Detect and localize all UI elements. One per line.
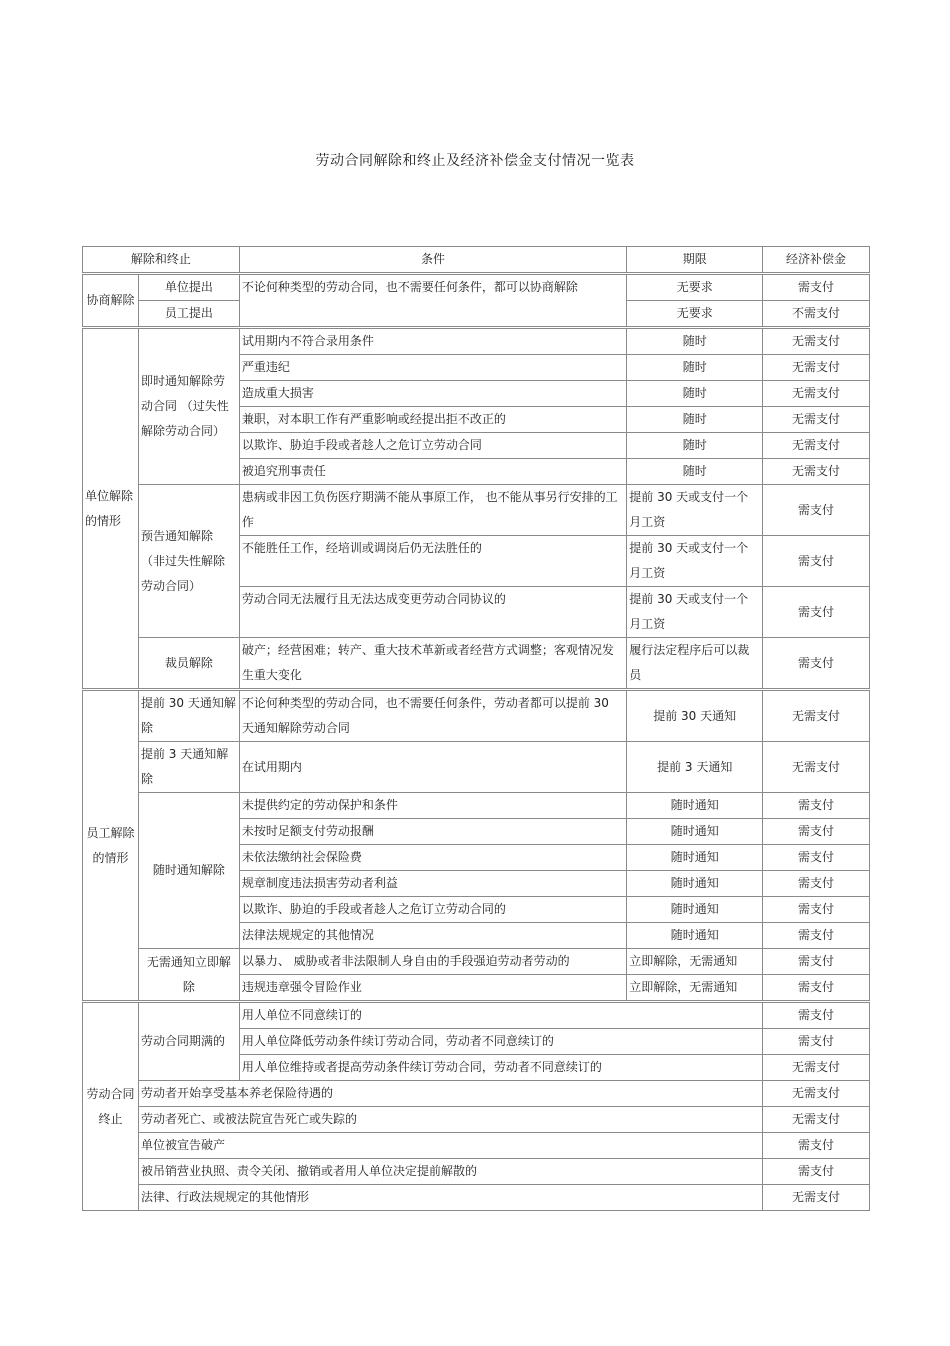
condition-cell: 规章制度违法损害劳动者利益 — [239, 871, 626, 897]
condition-cell: 劳动者死亡、或被法院宣告死亡或失踪的 — [138, 1107, 762, 1133]
condition-cell: 不论何种类型的劳动合同，也不需要任何条件，都可以协商解除 — [239, 274, 626, 328]
condition-cell: 试用期内不符合录用条件 — [239, 328, 626, 355]
condition-cell: 不论何种类型的劳动合同，也不需要任何条件，劳动者都可以提前 30 天通知解除劳动合同 — [239, 690, 626, 742]
header-period: 期限 — [627, 247, 763, 274]
pay-cell: 无需支付 — [763, 742, 870, 793]
page-title: 劳动合同解除和终止及经济补偿金支付情况一览表 — [315, 153, 635, 169]
condition-cell: 严重违纪 — [239, 355, 626, 381]
table-row — [83, 949, 870, 975]
group-cell-termination: 劳动合同终止 — [83, 1002, 139, 1211]
condition-cell: 未按时足额支付劳动报酬 — [239, 819, 626, 845]
pay-cell: 无需支付 — [763, 407, 870, 433]
period-cell: 随时 — [627, 433, 763, 459]
condition-cell: 以欺诈、胁迫的手段或者趁人之危订立劳动合同的 — [239, 897, 626, 923]
period-cell: 随时通知 — [627, 923, 763, 949]
pay-cell: 无需支付 — [763, 459, 870, 485]
condition-cell: 劳动者开始享受基本养老保险待遇的 — [138, 1081, 762, 1107]
subtype-cell: 随时通知解除 — [138, 793, 239, 949]
period-cell: 随时 — [627, 328, 763, 355]
pay-cell: 需支付 — [763, 949, 870, 975]
period-cell: 无要求 — [627, 301, 763, 328]
pay-cell: 无需支付 — [763, 1185, 870, 1211]
subtype-cell: 即时通知解除劳动合同 （过失性解除劳动合同） — [138, 328, 239, 485]
condition-cell: 违规违章强令冒险作业 — [239, 975, 626, 1002]
table-row — [83, 1133, 870, 1159]
condition-cell: 法律、行政法规规定的其他情形 — [138, 1185, 762, 1211]
condition-cell: 被吊销营业执照、责令关闭、撤销或者用人单位决定提前解散的 — [138, 1159, 762, 1185]
period-cell: 立即解除，无需通知 — [627, 949, 763, 975]
condition-cell: 用人单位降低劳动条件续订劳动合同，劳动者不同意续订的 — [239, 1029, 762, 1055]
condition-cell: 未依法缴纳社会保险费 — [239, 845, 626, 871]
period-cell: 随时通知 — [627, 845, 763, 871]
condition-cell: 被追究刑事责任 — [239, 459, 626, 485]
pay-cell: 需支付 — [763, 536, 870, 587]
period-cell: 无要求 — [627, 274, 763, 301]
condition-cell: 患病或非因工负伤医疗期满不能从事原工作， 也不能从事另行安排的工作 — [239, 485, 626, 536]
table-row — [83, 1159, 870, 1185]
header-condition: 条件 — [239, 247, 626, 274]
pay-cell: 需支付 — [763, 485, 870, 536]
condition-cell: 未提供约定的劳动保护和条件 — [239, 793, 626, 819]
table-row — [83, 1002, 870, 1029]
pay-cell: 不需支付 — [763, 301, 870, 328]
condition-cell: 以欺诈、胁迫手段或者趁人之危订立劳动合同 — [239, 433, 626, 459]
period-cell: 随时通知 — [627, 871, 763, 897]
table-row — [83, 742, 870, 793]
pay-cell: 无需支付 — [763, 1081, 870, 1107]
subtype-cell: 提前 3 天通知解除 — [138, 742, 239, 793]
pay-cell: 无需支付 — [763, 381, 870, 407]
period-cell: 随时通知 — [627, 819, 763, 845]
header-compensation: 经济补偿金 — [763, 247, 870, 274]
period-cell: 随时 — [627, 459, 763, 485]
pay-cell: 需支付 — [763, 871, 870, 897]
table-row — [83, 1081, 870, 1107]
condition-cell: 以暴力、 威胁或者非法限制人身自由的手段强迫劳动者劳动的 — [239, 949, 626, 975]
pay-cell: 需支付 — [763, 1133, 870, 1159]
period-cell: 随时 — [627, 355, 763, 381]
table-row — [83, 793, 870, 819]
subtype-cell: 无需通知立即解除 — [138, 949, 239, 1002]
subtype-cell: 劳动合同期满的 — [138, 1002, 239, 1081]
table-row — [83, 638, 870, 690]
table-row — [83, 1107, 870, 1133]
subtype-cell: 单位提出 — [138, 274, 239, 301]
period-cell: 履行法定程序后可以裁员 — [627, 638, 763, 690]
table-row — [83, 274, 870, 301]
pay-cell: 无需支付 — [763, 328, 870, 355]
period-cell: 随时通知 — [627, 793, 763, 819]
table-row — [83, 690, 870, 742]
header-type: 解除和终止 — [83, 247, 240, 274]
pay-cell: 需支付 — [763, 1159, 870, 1185]
condition-cell: 在试用期内 — [239, 742, 626, 793]
pay-cell: 需支付 — [763, 897, 870, 923]
period-cell: 提前 30 天或支付一个月工资 — [627, 587, 763, 638]
period-cell: 提前 30 天通知 — [627, 690, 763, 742]
pay-cell: 需支付 — [763, 587, 870, 638]
subtype-cell: 提前 30 天通知解除 — [138, 690, 239, 742]
group-cell-employee: 员工解除的情形 — [83, 690, 139, 1002]
dismissal-table — [82, 246, 870, 1211]
pay-cell: 需支付 — [763, 923, 870, 949]
period-cell: 随时通知 — [627, 897, 763, 923]
pay-cell: 需支付 — [763, 274, 870, 301]
pay-cell: 需支付 — [763, 1002, 870, 1029]
pay-cell: 无需支付 — [763, 355, 870, 381]
subtype-cell: 员工提出 — [138, 301, 239, 328]
pay-cell: 无需支付 — [763, 1107, 870, 1133]
pay-cell: 需支付 — [763, 638, 870, 690]
table-row — [83, 328, 870, 355]
condition-cell: 造成重大损害 — [239, 381, 626, 407]
condition-cell: 法律法规规定的其他情况 — [239, 923, 626, 949]
condition-cell: 破产；经营困难；转产、重大技术革新或者经营方式调整；客观情况发生重大变化 — [239, 638, 626, 690]
period-cell: 提前 30 天或支付一个月工资 — [627, 536, 763, 587]
period-cell: 随时 — [627, 407, 763, 433]
pay-cell: 无需支付 — [763, 433, 870, 459]
condition-cell: 不能胜任工作，经培训或调岗后仍无法胜任的 — [239, 536, 626, 587]
period-cell: 提前 30 天或支付一个月工资 — [627, 485, 763, 536]
subtype-cell: 裁员解除 — [138, 638, 239, 690]
table-row — [83, 1185, 870, 1211]
pay-cell: 需支付 — [763, 1029, 870, 1055]
header-row — [83, 247, 870, 274]
period-cell: 立即解除，无需通知 — [627, 975, 763, 1002]
pay-cell: 需支付 — [763, 819, 870, 845]
table-row — [83, 485, 870, 536]
subtype-cell: 预告通知解除 （非过失性解除劳动合同） — [138, 485, 239, 638]
condition-cell: 劳动合同无法履行且无法达成变更劳动合同协议的 — [239, 587, 626, 638]
pay-cell: 无需支付 — [763, 1055, 870, 1081]
condition-cell: 用人单位维持或者提高劳动条件续订劳动合同，劳动者不同意续订的 — [239, 1055, 762, 1081]
condition-cell: 兼职，对本职工作有严重影响或经提出拒不改正的 — [239, 407, 626, 433]
pay-cell: 需支付 — [763, 845, 870, 871]
pay-cell: 需支付 — [763, 793, 870, 819]
group-cell-employer: 单位解除的情形 — [83, 328, 139, 690]
pay-cell: 需支付 — [763, 975, 870, 1002]
pay-cell: 无需支付 — [763, 690, 870, 742]
group-cell-mutual: 协商解除 — [83, 274, 139, 328]
condition-cell: 用人单位不同意续订的 — [239, 1002, 762, 1029]
period-cell: 提前 3 天通知 — [627, 742, 763, 793]
condition-cell: 单位被宣告破产 — [138, 1133, 762, 1159]
period-cell: 随时 — [627, 381, 763, 407]
